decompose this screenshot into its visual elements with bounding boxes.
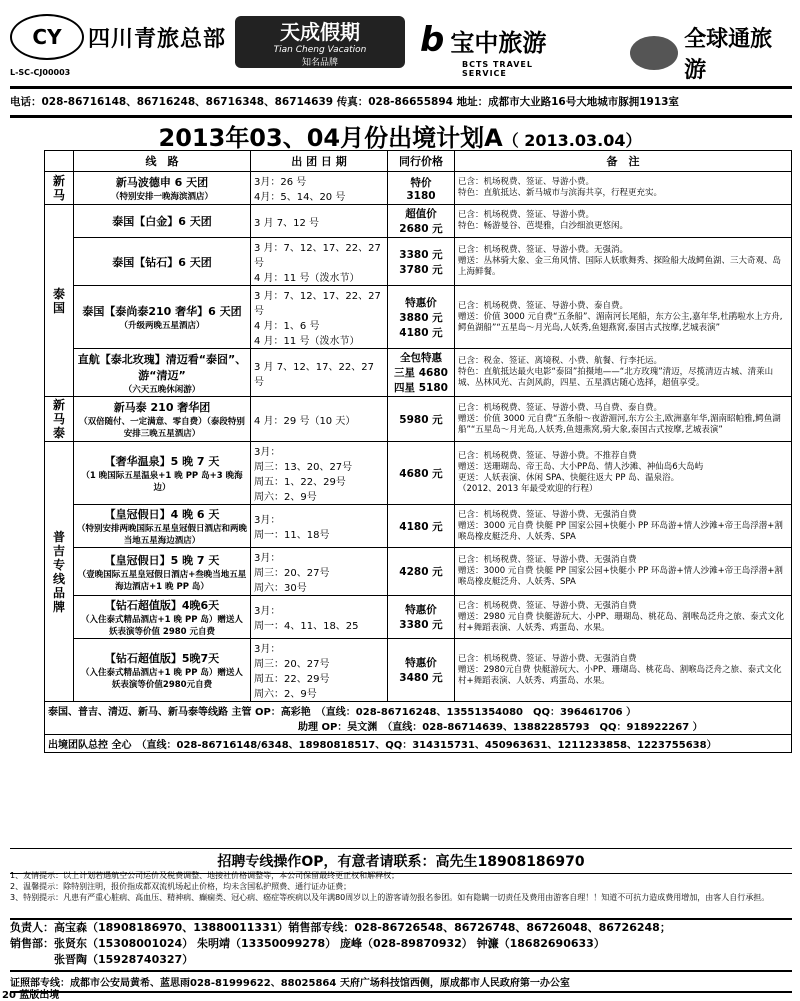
date-line: 周三：20、27号 (254, 659, 330, 670)
logo2-sub: 知名品牌 (301, 58, 338, 68)
price-line: 4180 元 (399, 520, 443, 533)
header-dates: 出 团 日 期 (251, 151, 388, 172)
staff-line: 负责人：高宝森（18908186970、13880011331）销售部专线：028-86726548、86726748、86726048、86726248； (10, 921, 671, 934)
note-line: 已含：机场税费、签证、导游小费、无强消自费 (458, 600, 637, 611)
tip-line: 2、温馨提示：除特别注明，报价指成都双流机场起止价格，均未含国私护照费、通行证办证费； (10, 882, 352, 891)
route-subtitle: （特别安排一晚海滨酒店） (110, 192, 213, 202)
tips-block (10, 870, 792, 903)
price-line: 3780 元 (399, 263, 443, 276)
route-cell (74, 639, 251, 702)
route-name: 直航【泰北玫瑰】清迈看“泰囧”、游“清迈” (77, 352, 247, 382)
date-line: 3月： (254, 606, 281, 617)
route-subtitle: （壹晚国际五星皇冠假日酒店+叁晚当地五星海边酒店+1 晚 PP 岛） (77, 569, 247, 592)
price-line: 特惠价 (405, 296, 437, 309)
page-number: 20 蓝版出境 (2, 990, 60, 1001)
note-line: 已含：机场税费、签证、导游小费、无强消自费 (458, 509, 637, 520)
date-line: 4 月：29 号（10 天） (254, 415, 356, 427)
notes-cell (455, 205, 792, 238)
route-name: 【皇冠假日】5 晚 7 天 (104, 553, 220, 567)
dates-cell (251, 548, 388, 596)
route-name: 【钻石超值版】4晚6天 (104, 599, 220, 612)
date-line: 3 月 7、12 号 (254, 217, 319, 229)
dates-cell (251, 639, 388, 702)
date-line: 周五：22、29号 (254, 674, 330, 685)
date-line: 3月：26 号 (254, 177, 307, 188)
note-line: 已含：机场税费、签证、导游小费、无强消自费 (458, 653, 637, 664)
header-cat (45, 151, 74, 172)
price-line: 4180 元 (399, 326, 443, 339)
table-footer-control: 出境团队总控 全心 （直线：028-86716148/6348、18980818517、QQ：314315731、450963631、1211233858、1223755638） (45, 735, 792, 753)
cyts-emblem-icon: CY (10, 14, 84, 60)
route-cell (74, 172, 251, 205)
table-row (45, 442, 792, 505)
header-route: 线 路 (74, 151, 251, 172)
note-line: 赠送：丛林骑大象、金三角风情、国际人妖歌舞秀、探险船大战鳄鱼湖、三大奇观、岛上海鲜餐。 (458, 256, 782, 277)
price-cell (388, 442, 455, 505)
table-footer-contacts (45, 702, 792, 735)
price-cell (388, 238, 455, 286)
staff-line: 销售部：张贤东（15308001024） 朱明靖（13350099278） 庞峰（028-89870932） 钟濂（18682690633） (10, 937, 605, 950)
table-row (45, 596, 792, 639)
category-cell: 泰国 (45, 205, 74, 397)
route-subtitle: （入住泰式精品酒店+1 晚 PP 岛）赠送人妖表演等价值 2980 元自费 (81, 615, 243, 637)
date-line: 周三：20、27号 (254, 568, 330, 579)
date-line: 周六：2、9号 (254, 492, 317, 503)
note-line: 已含：机场税费、签证、导游小费、马自费、泰自费。 (458, 402, 663, 413)
note-line: 赠送：价值 3000 元自费“五条船”、湄南河长尾船，东方公主,嘉年华,杜鹃啦水上方舟,鳄鱼湖船”“五星岛～月光岛,人妖秀,鱼翅燕窝,泰国古式按摩,艺城表演” (458, 311, 783, 333)
route-cell (74, 349, 251, 397)
logo2-en: Tian Cheng Vacation (273, 45, 367, 55)
route-name: 【奢华温泉】5 晚 7 天 (104, 455, 220, 468)
plane-globe-icon (630, 36, 678, 70)
date-line: 3月： (254, 644, 281, 655)
logo4-name: 全球通旅游 (684, 27, 773, 83)
dates-cell (251, 442, 388, 505)
tour-table (44, 150, 792, 753)
route-subtitle: （入住泰式精品酒店+1 晚 PP 岛）赠送人妖表演等价值2980元自费 (81, 668, 243, 690)
notes-cell (455, 596, 792, 639)
date-line: 周一：11、18号 (254, 530, 330, 541)
table-row (45, 172, 792, 205)
category-cell: 新马泰 (45, 397, 74, 442)
route-subtitle: （双倍随付、一定满意、零自费）（泰段特别安排三晚五星酒店） (79, 417, 245, 439)
dates-cell (251, 286, 388, 349)
note-line: 已含：机场税费、签证、导游小费、泰自费。 (458, 300, 629, 311)
page-title (0, 118, 800, 153)
logo2-name: 天成假期 (280, 20, 360, 44)
notes-cell (455, 639, 792, 702)
route-name: 【皇冠假日】4 晚 6 天 (104, 508, 220, 521)
route-name: 泰国【泰尚泰210 奢华】6 天团 (82, 305, 242, 318)
notes-cell (455, 286, 792, 349)
route-cell (74, 286, 251, 349)
staff-line: 张晋陶（15928740327） (10, 953, 194, 966)
route-subtitle: （六天五晚休闲游） (123, 384, 201, 395)
date-line: 周六：30号 (254, 583, 307, 594)
notes-cell (455, 397, 792, 442)
note-line: 赠送：3000 元自费 快艇 PP 国家公园+快艇小 PP 环岛游+情人沙滩+帝王岛浮潜+割喉岛橡皮艇泛舟、人妖秀、SPA (458, 566, 783, 587)
table-row (45, 286, 792, 349)
date-line: 4 月：11 号（泼水节） (254, 336, 360, 347)
date-line: 周六：2、9号 (254, 689, 317, 700)
logo1-code: L-SC-CJ00003 (10, 68, 71, 77)
note-line: 已含：机场税费、签证、导游小费。 (458, 177, 595, 187)
route-cell (74, 397, 251, 442)
date-line: 3 月：7、12、17、22、27 号 (254, 243, 381, 269)
price-cell (388, 397, 455, 442)
header-price: 同行价格 (388, 151, 455, 172)
note-line: 已含：税金、签证、离境税、小费、航餐、行李托运。 (458, 356, 663, 366)
price-line: 3480 元 (399, 672, 443, 684)
dates-cell (251, 238, 388, 286)
tip-line: 1、友情提示：以上计划若遇航空公司运价及税费调整、地接社价格调整等，本公司保留最终更正权和解释权； (10, 871, 400, 880)
address-bar: 证照部专线：成都市公安局黄希、蓝思雨028-81999622、88025864 天府广场科技馆西侧，原成都市人民政府第一办公室 (10, 970, 792, 993)
price-line: 特惠价 (405, 604, 437, 616)
price-line: 超值价 (405, 208, 437, 220)
price-line: 特价 (410, 176, 432, 189)
route-cell (74, 442, 251, 505)
note-line: 已含：机场税费、签证、导游小费。 (458, 210, 595, 220)
date-line: 3 月：7、12、17、22、27 号 (254, 291, 381, 317)
category-cell: 普吉专线品牌 (45, 442, 74, 702)
note-line: 赠送：2980元自费 快艇游玩大、小PP、珊瑚岛、桃花岛、割喉岛泛舟之旅、泰式文化村+舞蹈表演、人妖秀、鸡蛋岛、水果。 (458, 664, 782, 686)
quanqiutong-logo (630, 22, 790, 84)
logo1-name: 四川青旅总部 (88, 26, 227, 52)
route-name: 新马泰 210 奢华团 (113, 401, 211, 414)
dates-cell (251, 596, 388, 639)
price-line: 三星 4680 (394, 367, 448, 379)
notes-cell (455, 238, 792, 286)
route-name: 新马波德申 6 天团 (115, 176, 209, 189)
price-cell (388, 205, 455, 238)
category-cell: 新马 (45, 172, 74, 205)
notes-cell (455, 172, 792, 205)
table-row (45, 505, 792, 548)
price-line: 3380 元 (399, 248, 443, 261)
price-line: 4680 元 (399, 467, 443, 480)
note-line: 赠送：送珊瑚岛、帝王岛、大小PP岛、情人沙滩、神仙岛6大岛屿 (458, 462, 704, 472)
recruit-banner: 招聘专线操作OP，有意者请联系：高先生18908186970 (10, 848, 792, 874)
price-cell (388, 596, 455, 639)
dates-cell (251, 397, 388, 442)
price-line: 3880 元 (399, 311, 443, 324)
price-cell (388, 172, 455, 205)
price-cell (388, 349, 455, 397)
note-line: 特色：畅游曼谷、芭堤雅，白沙细浪更悠闲。 (458, 221, 629, 231)
price-line: 全包特惠 (400, 352, 442, 364)
baozhong-logo (420, 20, 547, 78)
route-cell (74, 596, 251, 639)
staff-block (10, 918, 792, 968)
note-line: 已含：机场税费、签证、导游小费。无强消。 (458, 245, 629, 255)
date-line: 4 月：11 号（泼水节） (254, 273, 360, 284)
route-cell (74, 548, 251, 596)
table-row (45, 548, 792, 596)
dates-cell (251, 205, 388, 238)
bcts-mark-icon: b (420, 20, 445, 60)
date-line: 3月： (254, 447, 281, 458)
price-line: 4280 元 (399, 566, 443, 578)
route-name: 【钻石超值版】5晚7天 (104, 652, 220, 665)
title-date: （ 2013.03.04） (502, 131, 642, 150)
route-subtitle: （升级两晚五星酒店） (119, 321, 205, 331)
contact-line: 泰国、普吉、清迈、新马、新马泰等线路 主管 OP：高彩艳 （直线：028-86716248、13551354080 QQ：396461706 ） (48, 707, 637, 718)
tip-line: 3、特别提示：凡患有严重心脏病、高血压、精神病、癫痫类、冠心病、癌症等疾病以及年满80周岁以上的游客请勿报名参团。如有隐瞒一切责任及费用由游客自理！！知道不可抗力造成费用增加，由客人自行承担。 (10, 893, 770, 902)
note-line: 已含：机场税费、签证、导游小费。不推荐自费 (458, 451, 637, 461)
dates-cell (251, 172, 388, 205)
date-line: 周三：13、20、27号 (254, 462, 353, 473)
price-line: 2680 元 (399, 223, 443, 235)
price-line: 四星 5180 (394, 382, 448, 394)
header-notes: 备 注 (455, 151, 792, 172)
date-line: 4月：5、14、20 号 (254, 192, 346, 203)
contact-bar: 电话：028-86716148、86716248、86716348、86714639 传真：028-86655894 地址：成都市大业路16号大地城市豚拥1913室 (10, 86, 792, 118)
notes-cell (455, 548, 792, 596)
dates-cell (251, 349, 388, 397)
route-cell (74, 238, 251, 286)
price-cell (388, 505, 455, 548)
route-subtitle: （1 晚国际五星温泉+1 晚 PP 岛+3 晚海边） (81, 471, 243, 493)
note-line: 特色：直航抵达最火电影“泰囧”拍摄地——“北方玫瑰”清迈，尽揽清迈古城、清莱山城、丛林风光、古剑风韵，四星、五星酒店随心选择，超值享受。 (458, 367, 774, 388)
note-line: 赠送：价值 3000 元自费“五条船～夜游湄河,东方公主,欧洲嘉年华,湄南昭帕雅,鳄鱼湖船”“五星岛～月光岛,人妖秀,鱼翅燕窝,骑大象,泰国古式按摩,艺城表演” (458, 413, 781, 435)
logo3-en: BCTS TRAVEL SERVICE (462, 60, 533, 78)
notes-cell (455, 505, 792, 548)
notes-cell (455, 442, 792, 505)
table-row (45, 238, 792, 286)
price-cell (388, 286, 455, 349)
date-line: 4 月：1、6 号 (254, 321, 320, 332)
logo-bar (10, 8, 790, 83)
tiancheng-logo (235, 16, 405, 68)
price-cell (388, 548, 455, 596)
note-line: 已含：机场税费、签证、导游小费、无强消自费 (458, 555, 637, 565)
note-line: （2012、2013 年最受欢迎的行程） (458, 484, 598, 494)
note-line: 赠送：2980 元自费 快艇游玩大、小PP、珊瑚岛、桃花岛、割喉岛泛舟之旅、泰式文化村+舞蹈表演、人妖秀、鸡蛋岛、水果。 (458, 611, 785, 633)
notes-cell (455, 349, 792, 397)
route-name: 泰国【钻石】6 天团 (112, 255, 212, 269)
table-row (45, 397, 792, 442)
route-name: 泰国【白金】6 天团 (112, 215, 212, 228)
date-line: 3 月 7、12、17、22、27 号 (254, 361, 374, 388)
table-row (45, 205, 792, 238)
price-line: 3380 元 (399, 619, 443, 631)
title-main: 2013年03、04月份出境计划A (158, 124, 503, 152)
note-line: 赠送：3000 元自费 快艇 PP 国家公园+快艇小 PP 环岛游+情人沙滩+帝王岛浮潜+割喉岛橡皮艇泛舟、人妖秀、SPA (458, 520, 783, 542)
route-subtitle: （特别安排两晚国际五星皇冠假日酒店和两晚当地五星海边酒店） (77, 524, 248, 546)
price-line: 5980 元 (399, 413, 443, 426)
note-line: 更送：人妖表演、休闲 SPA、快艇往返大 PP 岛、温泉浴。 (458, 473, 680, 483)
date-line: 周一：4、11、18、25 (254, 621, 359, 632)
route-cell (74, 205, 251, 238)
table-row (45, 349, 792, 397)
contact-line: 助理 OP：吴文渊 （直线：028-86714639、13882285793 QQ：918922267 ） (298, 722, 703, 733)
route-cell (74, 505, 251, 548)
date-line: 3月： (254, 515, 281, 526)
note-line: 特色：直航抵达、新马城市与滨海共享，行程更充实。 (458, 188, 663, 198)
table-row (45, 639, 792, 702)
date-line: 3月： (254, 553, 281, 564)
date-line: 周五：1、22、29号 (254, 477, 346, 488)
price-cell (388, 639, 455, 702)
logo3-name: 宝中旅游 (450, 28, 547, 57)
price-line: 3180 (406, 189, 436, 202)
dates-cell (251, 505, 388, 548)
sichuan-qinglv-logo (10, 14, 227, 77)
price-line: 特惠价 (405, 657, 437, 669)
